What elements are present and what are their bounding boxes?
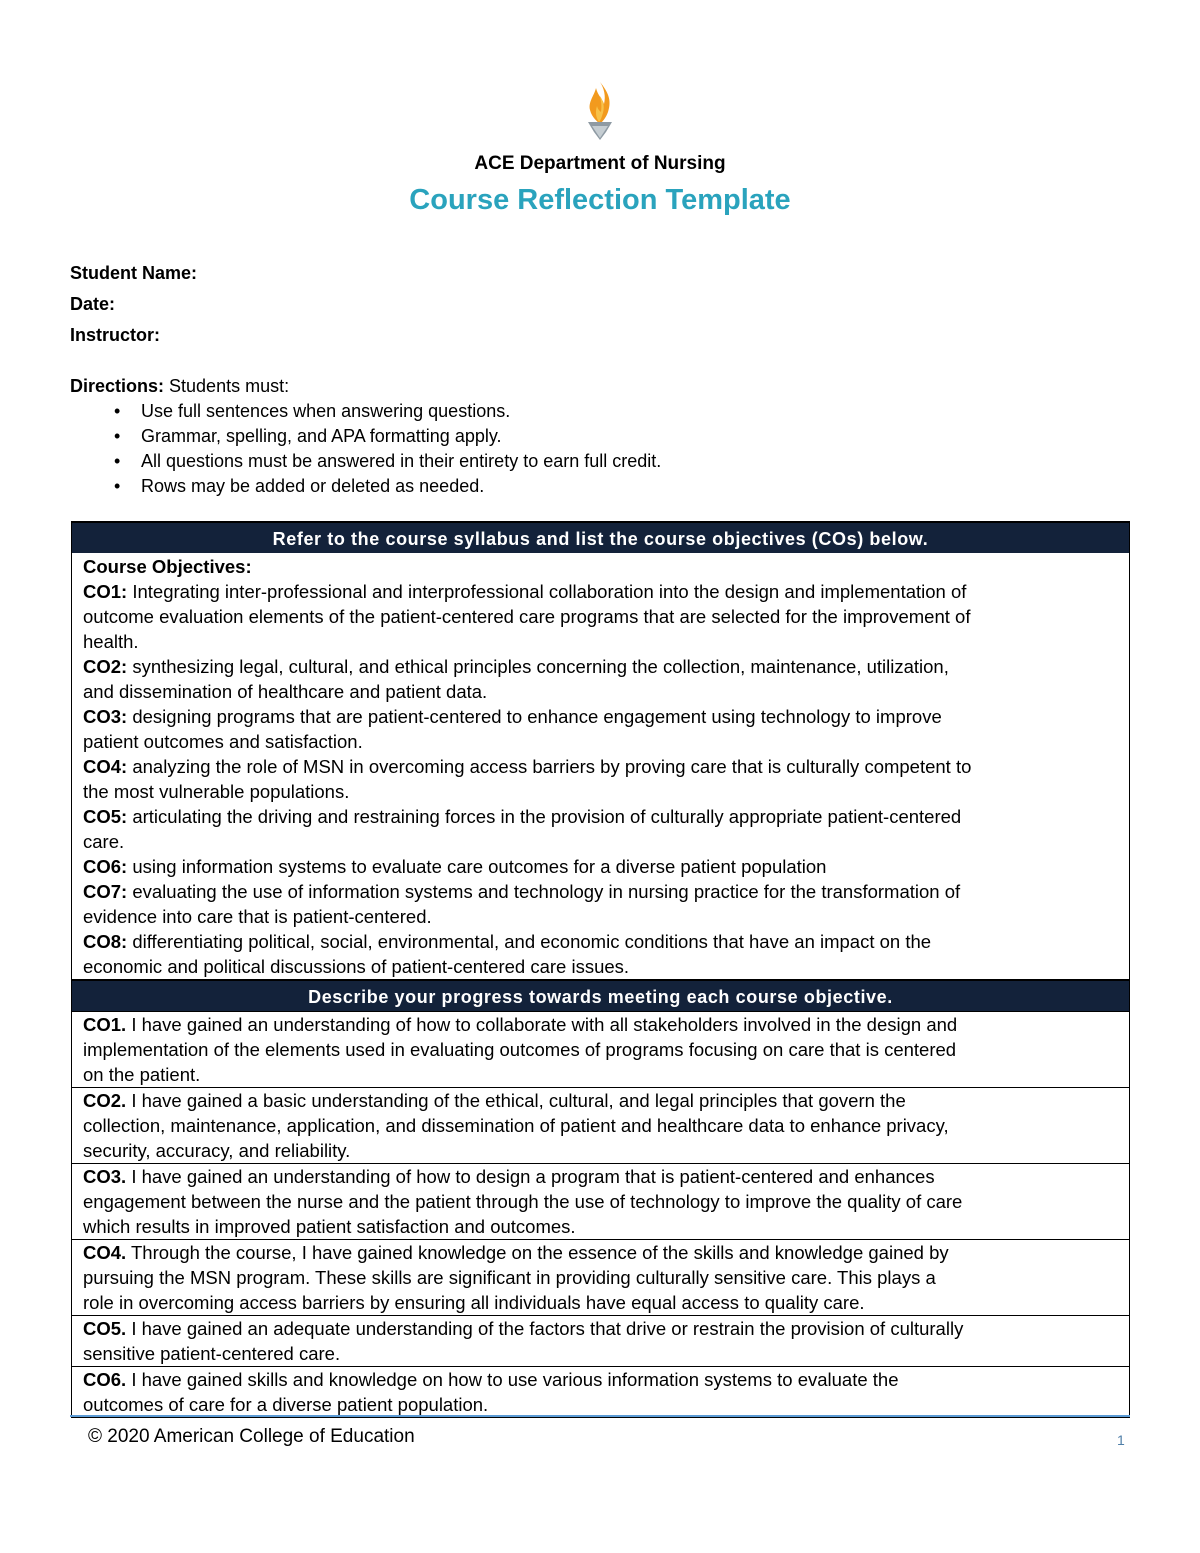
objective-text: the most vulnerable populations. — [83, 781, 350, 802]
progress-code: CO1. — [83, 1014, 127, 1035]
progress-text: sensitive patient-centered care. — [83, 1343, 341, 1364]
progress-row — [72, 1011, 1129, 1087]
progress-line — [83, 1265, 1119, 1290]
progress-text: I have gained an understanding of how to design a program that is patient-centered and enhances — [131, 1166, 935, 1187]
progress-row — [72, 1239, 1129, 1315]
progress-line — [83, 1012, 1119, 1037]
progress-text: outcomes of care for a diverse patient population. — [83, 1394, 489, 1415]
objectives-label — [83, 554, 1119, 579]
directions-item-text: Rows may be added or deleted as needed. — [141, 476, 485, 496]
progress-text: I have gained a basic understanding of the ethical, cultural, and legal principles that govern the — [131, 1090, 906, 1111]
progress-text: I have gained skills and knowledge on how to use various information systems to evaluate the — [131, 1369, 899, 1390]
date-label: Date: — [70, 294, 116, 314]
progress-code: CO4. — [83, 1242, 127, 1263]
progress-line — [83, 1189, 1119, 1214]
objective-text: differentiating political, social, environmental, and economic conditions that have an impact on the — [132, 931, 932, 952]
objective-text: synthesizing legal, cultural, and ethical principles concerning the collection, maintenance, utilization, — [132, 656, 949, 677]
objective-line — [83, 754, 1119, 779]
objectives-label-text: Course Objectives: — [83, 556, 252, 577]
progress-line — [83, 1341, 1119, 1366]
objective-text: analyzing the role of MSN in overcoming access barriers by proving care that is culturally competent to — [132, 756, 972, 777]
document-title: Course Reflection Template — [409, 184, 791, 216]
progress-text: security, accuracy, and reliability. — [83, 1140, 351, 1161]
bullet-icon: • — [114, 451, 121, 471]
directions-heading — [70, 374, 1130, 399]
progress-row — [72, 1366, 1129, 1417]
objective-code: CO5: — [83, 806, 128, 827]
objective-line — [83, 629, 1119, 654]
objective-line — [83, 904, 1119, 929]
objective-text: health. — [83, 631, 139, 652]
progress-row — [72, 1087, 1129, 1163]
bullet-icon: • — [114, 476, 121, 496]
bullet-icon: • — [114, 401, 121, 421]
student-name-label: Student Name: — [70, 263, 198, 283]
progress-header: Describe your progress towards meeting each course objective. — [72, 979, 1129, 1011]
objective-text: evaluating the use of information systems and technology in nursing practice for the transformation of — [132, 881, 961, 902]
footer-copyright: © 2020 American College of Education — [88, 1426, 415, 1447]
directions-list — [70, 399, 1130, 499]
objective-text: evidence into care that is patient-centered. — [83, 906, 432, 927]
directions-item — [70, 449, 1130, 474]
progress-text: Through the course, I have gained knowledge on the essence of the skills and knowledge gained by — [131, 1242, 949, 1263]
page-number: 1 — [1117, 1432, 1125, 1448]
instructor-label: Instructor: — [70, 325, 160, 345]
progress-line — [83, 1290, 1119, 1315]
progress-row — [72, 1163, 1129, 1239]
flame-torch-icon — [578, 78, 622, 144]
directions-label: Directions: — [70, 376, 165, 396]
progress-code: CO6. — [83, 1369, 127, 1390]
progress-text: on the patient. — [83, 1064, 201, 1085]
directions-item — [70, 399, 1130, 424]
progress-line — [83, 1392, 1119, 1417]
progress-text: collection, maintenance, application, and dissemination of patient and healthcare data to enhance privacy, — [83, 1115, 949, 1136]
objective-line — [83, 679, 1119, 704]
objective-code: CO7: — [83, 881, 128, 902]
objective-code: CO4: — [83, 756, 128, 777]
progress-text: role in overcoming access barriers by ensuring all individuals have equal access to quality care. — [83, 1292, 865, 1313]
footer-rule — [70, 1415, 1130, 1417]
objectives-header: Refer to the course syllabus and list the course objectives (COs) below. — [72, 521, 1129, 553]
progress-line — [83, 1088, 1119, 1113]
objective-line — [83, 829, 1119, 854]
progress-line — [83, 1214, 1119, 1239]
objective-line — [83, 804, 1119, 829]
objective-line — [83, 654, 1119, 679]
progress-code: CO2. — [83, 1090, 127, 1111]
progress-text: pursuing the MSN program. These skills are significant in providing culturally sensitive care. This plays a — [83, 1267, 936, 1288]
objective-text: outcome evaluation elements of the patient-centered care programs that are selected for the improvement of — [83, 606, 971, 627]
objective-text: using information systems to evaluate care outcomes for a diverse patient population — [132, 856, 827, 877]
objective-line — [83, 704, 1119, 729]
objective-text: care. — [83, 831, 125, 852]
directions-item-text: Use full sentences when answering questions. — [141, 401, 511, 421]
progress-code: CO5. — [83, 1318, 127, 1339]
objective-line — [83, 854, 1119, 879]
progress-row — [72, 1315, 1129, 1366]
progress-line — [83, 1037, 1119, 1062]
objective-code: CO1: — [83, 581, 128, 602]
progress-line — [83, 1240, 1119, 1265]
objective-code: CO2: — [83, 656, 128, 677]
progress-line — [83, 1164, 1119, 1189]
directions-item-text: All questions must be answered in their entirety to earn full credit. — [141, 451, 662, 471]
progress-line — [83, 1367, 1119, 1392]
objective-text: designing programs that are patient-centered to enhance engagement using technology to improve — [132, 706, 942, 727]
progress-text: I have gained an adequate understanding of the factors that drive or restrain the provision of culturally — [131, 1318, 964, 1339]
objective-code: CO6: — [83, 856, 128, 877]
objective-text: articulating the driving and restraining forces in the provision of culturally appropriate patient-centered — [132, 806, 962, 827]
objective-line — [83, 879, 1119, 904]
progress-line — [83, 1316, 1119, 1341]
student-info-fields — [70, 258, 197, 351]
directions-item — [70, 474, 1130, 499]
objective-line — [83, 954, 1119, 979]
objective-code: CO8: — [83, 931, 128, 952]
objective-line — [83, 729, 1119, 754]
directions-intro: Students must: — [164, 376, 290, 396]
objective-line — [83, 929, 1119, 954]
progress-code: CO3. — [83, 1166, 127, 1187]
objective-line — [83, 779, 1119, 804]
progress-text: implementation of the elements used in evaluating outcomes of programs focusing on care that is centered — [83, 1039, 957, 1060]
directions-section — [70, 374, 1130, 499]
reflection-table — [71, 521, 1130, 1418]
progress-text: which results in improved patient satisfaction and outcomes. — [83, 1216, 576, 1237]
objective-text: and dissemination of healthcare and patient data. — [83, 681, 488, 702]
objective-text: patient outcomes and satisfaction. — [83, 731, 363, 752]
bullet-icon: • — [114, 426, 121, 446]
objective-text: Integrating inter-professional and interprofessional collaboration into the design and implementation of — [132, 581, 967, 602]
progress-rows — [72, 1011, 1129, 1417]
department-name: ACE Department of Nursing — [474, 153, 726, 174]
progress-line — [83, 1113, 1119, 1138]
progress-text: I have gained an understanding of how to collaborate with all stakeholders involved in the design and — [131, 1014, 958, 1035]
objective-code: CO3: — [83, 706, 128, 727]
objective-line — [83, 604, 1119, 629]
objective-line — [83, 579, 1119, 604]
progress-text: engagement between the nurse and the patient through the use of technology to improve the quality of care — [83, 1191, 963, 1212]
directions-item — [70, 424, 1130, 449]
progress-line — [83, 1062, 1119, 1087]
objective-text: economic and political discussions of patient-centered care issues. — [83, 956, 630, 977]
progress-line — [83, 1138, 1119, 1163]
objectives-cell — [72, 553, 1129, 979]
directions-item-text: Grammar, spelling, and APA formatting apply. — [141, 426, 502, 446]
